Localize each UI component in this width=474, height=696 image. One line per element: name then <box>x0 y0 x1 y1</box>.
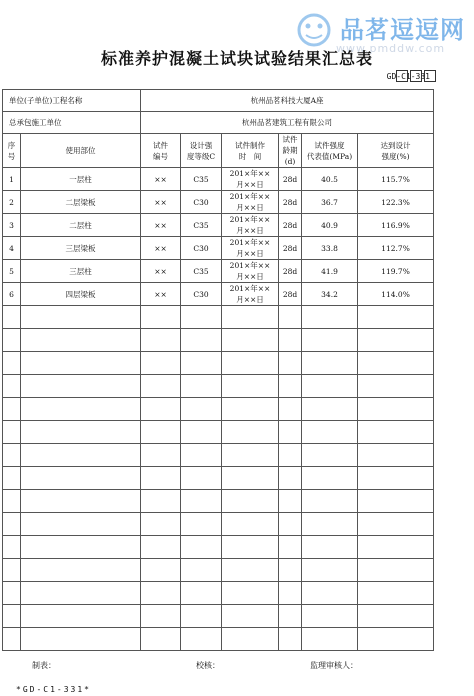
empty-cell <box>222 513 279 536</box>
empty-cell <box>181 605 222 628</box>
empty-cell <box>3 421 21 444</box>
results-table <box>2 89 434 651</box>
empty-cell <box>3 536 21 559</box>
table-row <box>3 237 434 260</box>
cell-strength: 40.5 <box>302 168 358 191</box>
cell-seq: 2 <box>3 191 21 214</box>
empty-cell <box>302 559 358 582</box>
cell-grade: C35 <box>181 260 222 283</box>
empty-cell <box>3 467 21 490</box>
empty-cell <box>3 490 21 513</box>
empty-cell <box>181 536 222 559</box>
empty-cell <box>3 375 21 398</box>
watermark-text: 品茗逗逗网 <box>340 16 465 44</box>
empty-cell <box>279 605 302 628</box>
empty-row <box>3 467 434 490</box>
empty-cell <box>181 559 222 582</box>
cell-strength: 41.9 <box>302 260 358 283</box>
empty-cell <box>279 421 302 444</box>
empty-row <box>3 398 434 421</box>
cell-seq: 1 <box>3 168 21 191</box>
empty-cell <box>302 444 358 467</box>
header-part: 使用部位 <box>21 134 141 168</box>
empty-cell <box>302 582 358 605</box>
empty-cell <box>181 467 222 490</box>
empty-cell <box>21 582 141 605</box>
empty-cell <box>279 513 302 536</box>
empty-cell <box>141 559 181 582</box>
cell-date: 201×年×× 月××日 <box>222 168 279 191</box>
empty-row <box>3 628 434 651</box>
empty-row <box>3 444 434 467</box>
empty-cell <box>141 513 181 536</box>
empty-cell <box>222 306 279 329</box>
empty-cell <box>3 398 21 421</box>
empty-cell <box>358 398 434 421</box>
empty-cell <box>141 536 181 559</box>
empty-row <box>3 605 434 628</box>
empty-cell <box>358 467 434 490</box>
empty-cell <box>3 605 21 628</box>
empty-cell <box>141 398 181 421</box>
empty-row <box>3 352 434 375</box>
cell-part: 四层梁板 <box>21 283 141 306</box>
cell-code: ×× <box>141 283 181 306</box>
header-date: 试件制作 时 间 <box>222 134 279 168</box>
empty-cell <box>222 582 279 605</box>
empty-cell <box>302 467 358 490</box>
prepared-by-label: 制表： <box>32 661 56 670</box>
empty-cell <box>3 352 21 375</box>
empty-row <box>3 536 434 559</box>
cell-ratio: 116.9% <box>358 214 434 237</box>
cell-ratio: 112.7% <box>358 237 434 260</box>
empty-cell <box>21 329 141 352</box>
empty-cell <box>279 375 302 398</box>
empty-cell <box>358 536 434 559</box>
empty-cell <box>3 513 21 536</box>
header-code: 试件 编号 <box>141 134 181 168</box>
empty-cell <box>181 352 222 375</box>
empty-cell <box>222 421 279 444</box>
empty-cell <box>141 352 181 375</box>
cell-ratio: 114.0% <box>358 283 434 306</box>
empty-cell <box>279 398 302 421</box>
empty-cell <box>279 352 302 375</box>
empty-cell <box>141 329 181 352</box>
cell-seq: 5 <box>3 260 21 283</box>
empty-cell <box>222 559 279 582</box>
cell-date: 201×年×× 月××日 <box>222 260 279 283</box>
header-grade: 设计强 度等级C <box>181 134 222 168</box>
form-code: GD-C1-331 <box>386 72 430 81</box>
empty-cell <box>181 628 222 651</box>
empty-cell <box>141 467 181 490</box>
cell-ratio: 119.7% <box>358 260 434 283</box>
empty-cell <box>279 444 302 467</box>
empty-cell <box>21 375 141 398</box>
supervisor-label: 监理审核人： <box>310 661 358 670</box>
cell-seq: 3 <box>3 214 21 237</box>
empty-cell <box>21 467 141 490</box>
watermark-url: www.pmddw.com <box>336 42 446 55</box>
cell-grade: C30 <box>181 237 222 260</box>
empty-cell <box>21 306 141 329</box>
cell-date: 201×年×× 月××日 <box>222 237 279 260</box>
empty-cell <box>358 490 434 513</box>
cell-ratio: 115.7% <box>358 168 434 191</box>
empty-cell <box>3 444 21 467</box>
unit-value: 杭州品茗科技大厦A座 <box>141 90 434 112</box>
empty-cell <box>141 375 181 398</box>
cell-grade: C35 <box>181 168 222 191</box>
empty-cell <box>21 536 141 559</box>
page-title: 标准养护混凝土试块试验结果汇总表 <box>100 49 373 68</box>
cell-strength: 33.8 <box>302 237 358 260</box>
empty-cell <box>358 375 434 398</box>
header-ratio: 达到设计 强度(%) <box>358 134 434 168</box>
cell-strength: 40.9 <box>302 214 358 237</box>
empty-cell <box>181 513 222 536</box>
empty-cell <box>141 628 181 651</box>
table-row <box>3 260 434 283</box>
empty-cell <box>302 306 358 329</box>
cell-seq: 6 <box>3 283 21 306</box>
header-seq: 序 号 <box>3 134 21 168</box>
empty-cell <box>358 582 434 605</box>
form-code-boxes <box>396 70 436 82</box>
empty-cell <box>3 306 21 329</box>
contractor-value: 杭州品茗建筑工程有限公司 <box>141 112 434 134</box>
cell-age: 28d <box>279 191 302 214</box>
header-age: 试件 龄期(d) <box>279 134 302 168</box>
empty-cell <box>279 467 302 490</box>
empty-cell <box>181 398 222 421</box>
empty-cell <box>222 605 279 628</box>
empty-cell <box>21 513 141 536</box>
empty-cell <box>3 559 21 582</box>
empty-cell <box>302 628 358 651</box>
cell-seq: 4 <box>3 237 21 260</box>
empty-cell <box>222 490 279 513</box>
empty-cell <box>358 628 434 651</box>
cell-part: 一层柱 <box>21 168 141 191</box>
empty-cell <box>279 306 302 329</box>
cell-age: 28d <box>279 214 302 237</box>
empty-cell <box>3 329 21 352</box>
empty-cell <box>302 352 358 375</box>
empty-cell <box>302 398 358 421</box>
empty-cell <box>302 605 358 628</box>
empty-cell <box>302 513 358 536</box>
cell-grade: C35 <box>181 214 222 237</box>
empty-cell <box>21 628 141 651</box>
empty-cell <box>302 375 358 398</box>
table-row <box>3 191 434 214</box>
empty-cell <box>222 628 279 651</box>
empty-cell <box>358 306 434 329</box>
empty-cell <box>141 421 181 444</box>
cell-grade: C30 <box>181 191 222 214</box>
empty-cell <box>222 444 279 467</box>
cell-part: 二层梁板 <box>21 191 141 214</box>
empty-cell <box>358 329 434 352</box>
empty-cell <box>181 375 222 398</box>
empty-cell <box>222 352 279 375</box>
empty-row <box>3 559 434 582</box>
empty-cell <box>222 329 279 352</box>
empty-cell <box>222 375 279 398</box>
empty-row <box>3 490 434 513</box>
table-row <box>3 214 434 237</box>
empty-cell <box>302 536 358 559</box>
empty-cell <box>222 398 279 421</box>
empty-cell <box>358 559 434 582</box>
cell-strength: 36.7 <box>302 191 358 214</box>
empty-cell <box>279 329 302 352</box>
empty-cell <box>3 628 21 651</box>
empty-cell <box>181 490 222 513</box>
checked-by-label: 校核： <box>196 661 220 670</box>
empty-cell <box>181 306 222 329</box>
empty-cell <box>141 306 181 329</box>
empty-cell <box>358 444 434 467</box>
bottom-form-code: *GD-C1-331* <box>16 685 91 694</box>
empty-cell <box>358 352 434 375</box>
cell-date: 201×年×× 月××日 <box>222 214 279 237</box>
cell-part: 二层柱 <box>21 214 141 237</box>
empty-cell <box>302 490 358 513</box>
empty-cell <box>279 536 302 559</box>
empty-cell <box>21 352 141 375</box>
empty-row <box>3 329 434 352</box>
empty-cell <box>302 421 358 444</box>
cell-code: ×× <box>141 260 181 283</box>
empty-cell <box>358 513 434 536</box>
empty-cell <box>141 490 181 513</box>
empty-cell <box>141 605 181 628</box>
empty-cell <box>358 605 434 628</box>
empty-cell <box>3 582 21 605</box>
cell-ratio: 122.3% <box>358 191 434 214</box>
empty-cell <box>21 559 141 582</box>
empty-cell <box>181 421 222 444</box>
cell-code: ×× <box>141 214 181 237</box>
cell-age: 28d <box>279 237 302 260</box>
empty-cell <box>358 421 434 444</box>
cell-code: ×× <box>141 168 181 191</box>
empty-cell <box>181 329 222 352</box>
empty-row <box>3 421 434 444</box>
table-row <box>3 283 434 306</box>
cell-date: 201×年×× 月××日 <box>222 283 279 306</box>
empty-cell <box>279 490 302 513</box>
empty-cell <box>21 605 141 628</box>
empty-cell <box>141 582 181 605</box>
empty-cell <box>279 628 302 651</box>
empty-row <box>3 513 434 536</box>
cell-part: 三层梁板 <box>21 237 141 260</box>
empty-cell <box>21 398 141 421</box>
cell-age: 28d <box>279 283 302 306</box>
cell-age: 28d <box>279 260 302 283</box>
cell-grade: C30 <box>181 283 222 306</box>
header-strength: 试件强度 代表值(MPa) <box>302 134 358 168</box>
unit-label: 单位(子单位)工程名称 <box>3 90 141 112</box>
table-row <box>3 168 434 191</box>
empty-cell <box>222 536 279 559</box>
empty-cell <box>302 329 358 352</box>
empty-row <box>3 375 434 398</box>
cell-part: 三层柱 <box>21 260 141 283</box>
cell-date: 201×年×× 月××日 <box>222 191 279 214</box>
cell-code: ×× <box>141 237 181 260</box>
empty-cell <box>279 582 302 605</box>
empty-cell <box>21 421 141 444</box>
cell-strength: 34.2 <box>302 283 358 306</box>
empty-cell <box>279 559 302 582</box>
contractor-label: 总承包施工单位 <box>3 112 141 134</box>
empty-cell <box>141 444 181 467</box>
empty-row <box>3 582 434 605</box>
empty-cell <box>21 444 141 467</box>
empty-cell <box>181 582 222 605</box>
empty-cell <box>222 467 279 490</box>
empty-cell <box>21 490 141 513</box>
cell-code: ×× <box>141 191 181 214</box>
cell-age: 28d <box>279 168 302 191</box>
empty-cell <box>181 444 222 467</box>
empty-row <box>3 306 434 329</box>
header-row <box>3 134 434 168</box>
